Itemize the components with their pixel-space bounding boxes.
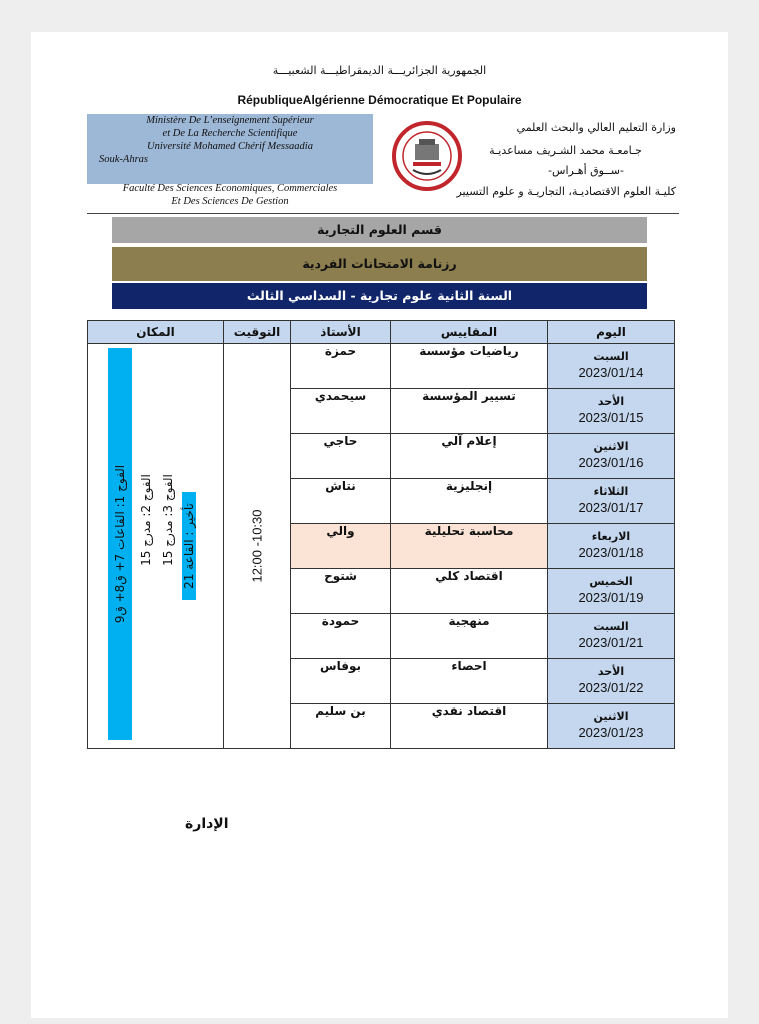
- day-name: الاربعاء: [591, 530, 631, 543]
- module-cell: اقتصاد كلي: [391, 569, 548, 614]
- ministry-line: Ministère De L’enseignement Supérieur: [146, 115, 314, 126]
- professor-cell: حمزة: [291, 344, 391, 389]
- republic-title-ar: الجمهورية الجزائريـــة الديمقراطيـــة الشعبيـــة: [272, 64, 487, 77]
- ministry-line: Université Mohamed Chérif Messaadia: [147, 141, 313, 152]
- republic-title-fr: RépubliqueAlgérienne Démocratique Et Populaire: [237, 93, 522, 107]
- module-cell: محاسبة تحليلية: [391, 524, 548, 569]
- module-cell: اقتصاد نقدي: [391, 704, 548, 749]
- university-ar: جـامعـة محمد الشـريف مساعديـة: [489, 144, 642, 157]
- day-cell: [548, 479, 675, 524]
- faculty-ar: كليـة العلوم الاقتصاديـة، التجاريـة و علوم التسيير: [456, 185, 676, 198]
- document-page: [31, 32, 728, 1018]
- place-line: الفوج 3: مدرج 15: [161, 474, 175, 566]
- header-day: اليوم: [548, 321, 675, 344]
- professor-cell: حاجي: [291, 434, 391, 479]
- day-date: 2023/01/14: [578, 365, 644, 380]
- day-name: الخميس: [589, 575, 633, 588]
- exam-schedule-table: [87, 320, 675, 749]
- professor-cell: بن سليم: [291, 704, 391, 749]
- ministry-box-fr: [87, 114, 373, 184]
- header-module: المقاييس: [391, 321, 548, 344]
- day-cell: [548, 524, 675, 569]
- day-cell: [548, 434, 675, 479]
- place-line: تأخير : القاعة 21: [182, 503, 196, 589]
- module-cell: تسيير المؤسسة: [391, 389, 548, 434]
- module-cell: إعلام آلي: [391, 434, 548, 479]
- day-cell: [548, 614, 675, 659]
- day-cell: [548, 659, 675, 704]
- header-divider: [87, 213, 679, 214]
- professor-cell: حمودة: [291, 614, 391, 659]
- department-band: قسم العلوم التجارية: [112, 217, 647, 243]
- table-row: [88, 344, 675, 389]
- day-date: 2023/01/18: [578, 545, 644, 560]
- calendar-band: رزنامة الامتحانات الفردية: [112, 247, 647, 281]
- header-place: المكان: [88, 321, 224, 344]
- place-line: الفوج 2: مدرج 15: [139, 474, 153, 566]
- place-line: الفوج 1: القاعات 7+ ق8+ ق9: [113, 464, 127, 624]
- professor-cell: سيحمدي: [291, 389, 391, 434]
- time-cell: [224, 344, 291, 749]
- day-name: السبت: [593, 350, 629, 363]
- module-cell: احصاء: [391, 659, 548, 704]
- day-date: 2023/01/16: [578, 455, 644, 470]
- day-name: الاثنين: [593, 710, 629, 723]
- day-cell: [548, 389, 675, 434]
- ministry-ar: وزارة التعليم العالي والبحث العلمي: [516, 121, 676, 134]
- day-name: الأحد: [597, 395, 625, 408]
- level-band: السنة الثانية علوم تجارية - السداسي الثالث: [112, 283, 647, 309]
- day-name: الثلاثاء: [593, 485, 629, 498]
- day-name: السبت: [593, 620, 629, 633]
- city-ar: -ســوق أهـراس-: [548, 164, 624, 177]
- module-cell: رياضيات مؤسسة: [391, 344, 548, 389]
- professor-cell: شتوح: [291, 569, 391, 614]
- ministry-line: Souk-Ahras: [99, 154, 148, 165]
- header-time: التوقيت: [224, 321, 291, 344]
- day-name: الاثنين: [593, 440, 629, 453]
- day-date: 2023/01/17: [578, 500, 644, 515]
- place-cell: [88, 344, 224, 749]
- day-date: 2023/01/15: [578, 410, 644, 425]
- time-text: 10:30- 12:00: [249, 509, 265, 583]
- professor-cell: والي: [291, 524, 391, 569]
- day-date: 2023/01/23: [578, 725, 644, 740]
- day-date: 2023/01/22: [578, 680, 644, 695]
- day-cell: [548, 344, 675, 389]
- header-professor: الأستاذ: [291, 321, 391, 344]
- day-cell: [548, 569, 675, 614]
- day-cell: [548, 704, 675, 749]
- professor-cell: بوفاس: [291, 659, 391, 704]
- day-date: 2023/01/19: [578, 590, 644, 605]
- professor-cell: نتاش: [291, 479, 391, 524]
- module-cell: إنجليزية: [391, 479, 548, 524]
- institution-ar: [436, 116, 676, 203]
- day-date: 2023/01/21: [578, 635, 644, 650]
- administration-signature: الإدارة: [185, 816, 229, 832]
- faculty-line: Faculté Des Sciences Economiques, Commerciales: [122, 183, 338, 194]
- faculty-line: Et Des Sciences De Gestion: [171, 196, 289, 207]
- table-header-row: [88, 321, 675, 344]
- module-cell: منهجية: [391, 614, 548, 659]
- ministry-line: et De La Recherche Scientifique: [162, 128, 298, 139]
- faculty-fr: [87, 182, 373, 208]
- day-name: الأحد: [597, 665, 625, 678]
